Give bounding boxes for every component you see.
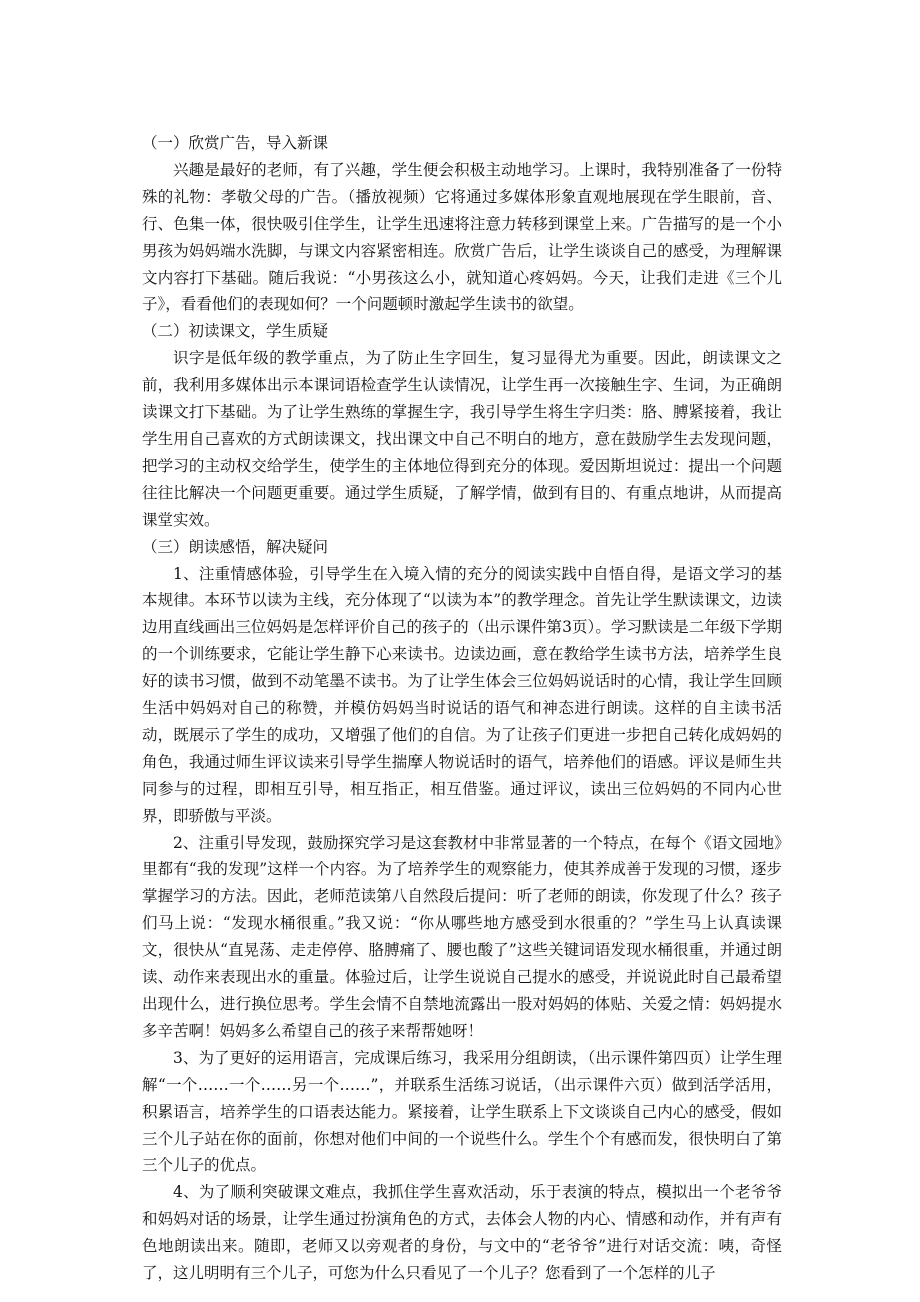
section-2-paragraph-1: 识字是低年级的教学重点，为了防止生字回生，复习显得尤为重要。因此，朗读课文之前，我利用多媒体出示本课词语检查学生认读情况，让学生再一次接触生字、生词，为正确朗读课文打下基础。为了让学生熟练的掌握生字，我引导学生将生字归类：胳、膊紧接着，我让学生用自己喜欢的方式朗读课文，找出课文中自己不明白的地方，意在鼓励学生去发现问题，把学习的主动权交给学生，使学生的主体地位得到充分的体现。爱因斯坦说过：提出一个问题往往比解决一个问题更重要。通过学生质疑，了解学情，做到有目的、有重点地讲，从而提高课堂实效。: [142, 349, 782, 529]
section-3-paragraph-4: 4、为了顺利突破课文难点，我抓住学生喜欢活动，乐于表演的特点，模拟出一个老爷爷和妈妈对话的场景，让学生通过扮演角色的方式，去体会人物的内心、情感和动作，并有声有色地朗读出来。随即，老师又以旁观者的身份，与文中的“老爷爷”进行对话交流：咦，奇怪了，这儿明明有三个儿子，可您为什么只看见了一个儿子？您看到了一个怎样的儿子: [142, 1183, 782, 1283]
section-3-paragraph-1: 1、注重情感体验，引导学生在入境入情的充分的阅读实践中自悟自得，是语文学习的基本规律。本环节以读为主线，充分体现了“以读为本”的教学理念。首先让学生默读课文，边读边用直线画出三位妈妈是怎样评价自己的孩子的（出示课件第3页）。学习默读是二年级下学期的一个训练要求，它能让学生静下心来读书。边读边画，意在教给学生读书方法，培养学生良好的读书习惯，做到不动笔墨不读书。为了让学生体会三位妈妈说话时的心情，我让学生回顾生活中妈妈对自己的称赞，并模仿妈妈当时说话的语气和神态进行朗读。这样的自主读书活动，既展示了学生的成功，又增强了他们的自信。为了让孩子们更进一步把自己转化成妈妈的角色，我通过师生评议读来引导学生揣摩人物说话时的语气，培养他们的语感。评议是师生共同参与的过程，即相互引导，相互指正，相互借鉴。通过评议，读出三位妈妈的不同内心世界，即骄傲与平淡。: [142, 564, 782, 825]
document-page: [142, 130, 782, 1287]
section-heading-2: （二）初读课文，学生质疑: [142, 322, 329, 341]
section-heading-3: （三）朗读感悟，解决疑问: [142, 537, 329, 556]
section-3-paragraph-3: 3、为了更好的运用语言，完成课后练习，我采用分组朗读，（出示课件第四页）让学生理解“一个……一个……另一个……”，并联系生活练习说话，（出示课件六页）做到活学活用，积累语言，培养学生的口语表达能力。紧接着，让学生联系上下文谈谈自己内心的感受，假如三个儿子站在你的面前，你想对他们中间的一个说些什么。学生个个有感而发，很快明白了第三个儿子的优点。: [142, 1048, 782, 1175]
section-1-paragraph-1: 兴趣是最好的老师，有了兴趣，学生便会积极主动地学习。上课时，我特别准备了一份特殊的礼物：孝敬父母的广告。（播放视频）它将通过多媒体形象直观地展现在学生眼前，音、行、色集一体，很快吸引住学生，让学生迅速将注意力转移到课堂上来。广告描写的是一个小男孩为妈妈端水洗脚，与课文内容紧密相连。欣赏广告后，让学生谈谈自己的感受，为理解课文内容打下基础。随后我说：“小男孩这么小，就知道心疼妈妈。今天，让我们走进《三个儿子》，看看他们的表现如何？一个问题顿时激起学生读书的欲望。: [142, 160, 782, 314]
section-heading-1: （一）欣赏广告，导入新课: [142, 134, 329, 152]
section-3-paragraph-2: 2、注重引导发现，鼓励探究学习是这套教材中非常显著的一个特点，在每个《语文园地》里都有“我的发现”这样一个内容。为了培养学生的观察能力，使其养成善于发现的习惯，逐步掌握学习的方法。因此，老师范读第八自然段后提问：听了老师的朗读，你发现了什么？孩子们马上说：“发现水桶很重。”我又说：“你从哪些地方感受到水很重的？”学生马上认真读课文，很快从“直晃荡、走走停停、胳膊痛了、腰也酸了”这些关键词语发现水桶很重，并通过朗读、动作来表现出水的重量。体验过后，让学生说说自己提水的感受，并说说此时自己最希望出现什么，进行换位思考。学生会情不自禁地流露出一股对妈妈的体贴、关爱之情：妈妈提水多辛苦啊！妈妈多么希望自己的孩子来帮帮她呀！: [142, 833, 782, 1040]
